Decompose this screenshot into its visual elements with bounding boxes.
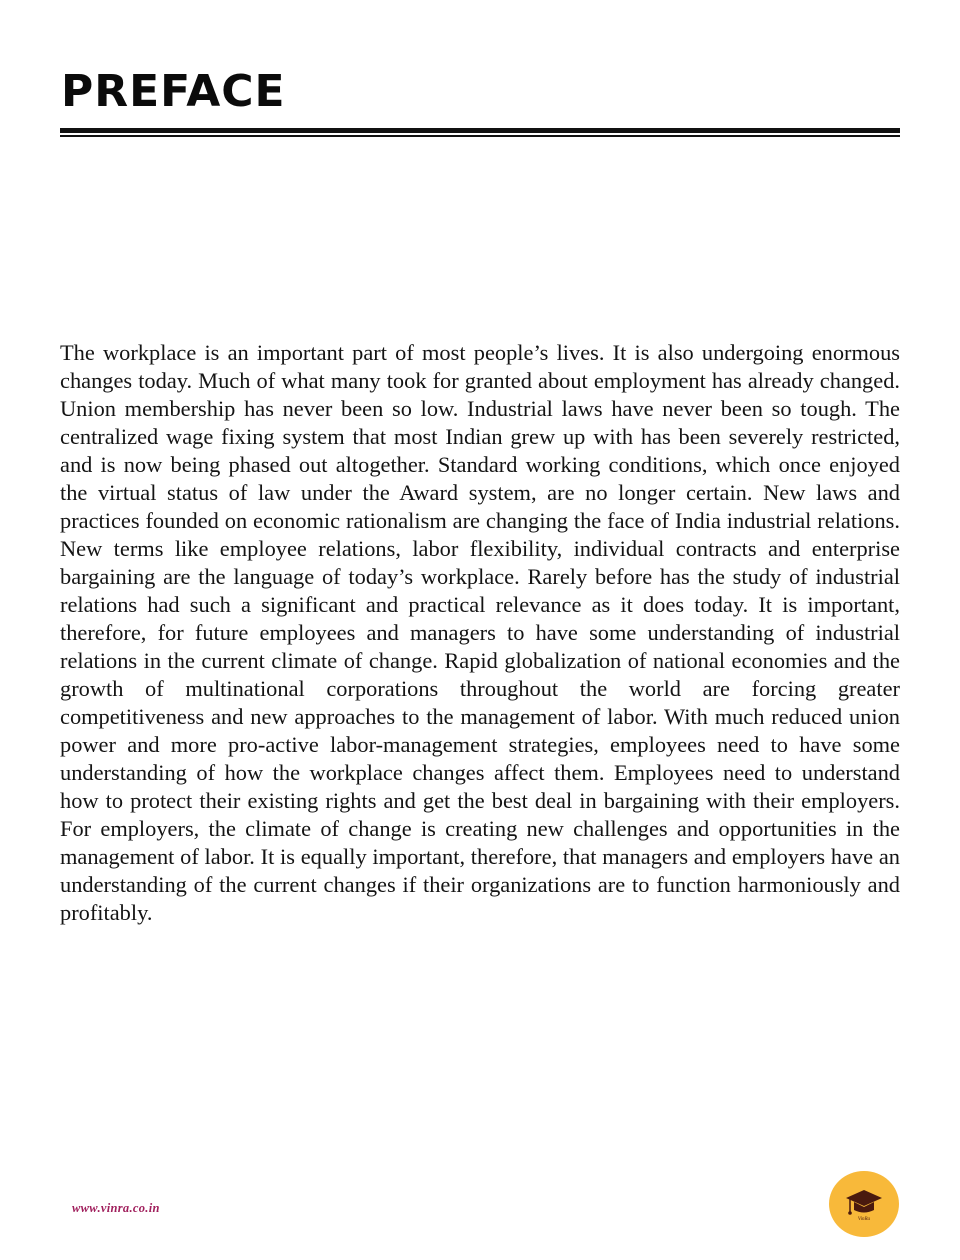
title-divider-thick <box>60 128 900 133</box>
logo-text: VinRa <box>857 1217 871 1222</box>
preface-paragraph: The workplace is an important part of most people’s lives. It is also undergoing enormous changes today. Much of what many took for granted about employment has already changed. Union membership has never been so low. Industrial laws have never been so tough. The centralized wage fixing system that most Indian grew up with has been severely restricted, and is now being phased out altogether. Standard working conditions, which once enjoyed the virtual status of law under the Award system, are no longer certain. New laws and practices founded on economic rationalism are changing the face of India industrial relations. New terms like employee relations, labor flexibility, individual contracts and enterprise bargaining are the language of today’s workplace. Rarely before has the study of industrial relations had such a significant and practical relevance as it does today. It is important, therefore, for future employees and managers to have some understanding of industrial relations in the current climate of change. Rapid globalization of national economies and the growth of multinational corporations throughout the world are forcing greater competitiveness and new approaches to the management of labor. With much reduced union power and more pro-active labor-management strategies, employees need to have some understanding of how the workplace changes affect them. Employees need to understand how to protect their existing rights and get the best deal in bargaining with their employers. For employers, the climate of change is creating new challenges and opportunities in the management of labor. It is equally important, therefore, that managers and employers have an understanding of the current changes if their organizations are to function harmoniously and profitably. <box>60 340 900 925</box>
footer-website-link[interactable]: www.vinra.co.in <box>72 1201 160 1215</box>
publisher-logo <box>829 1171 899 1237</box>
title-divider-thin <box>60 135 900 137</box>
page-title: PREFACE <box>61 66 286 117</box>
graduation-cap-icon <box>844 1186 884 1222</box>
